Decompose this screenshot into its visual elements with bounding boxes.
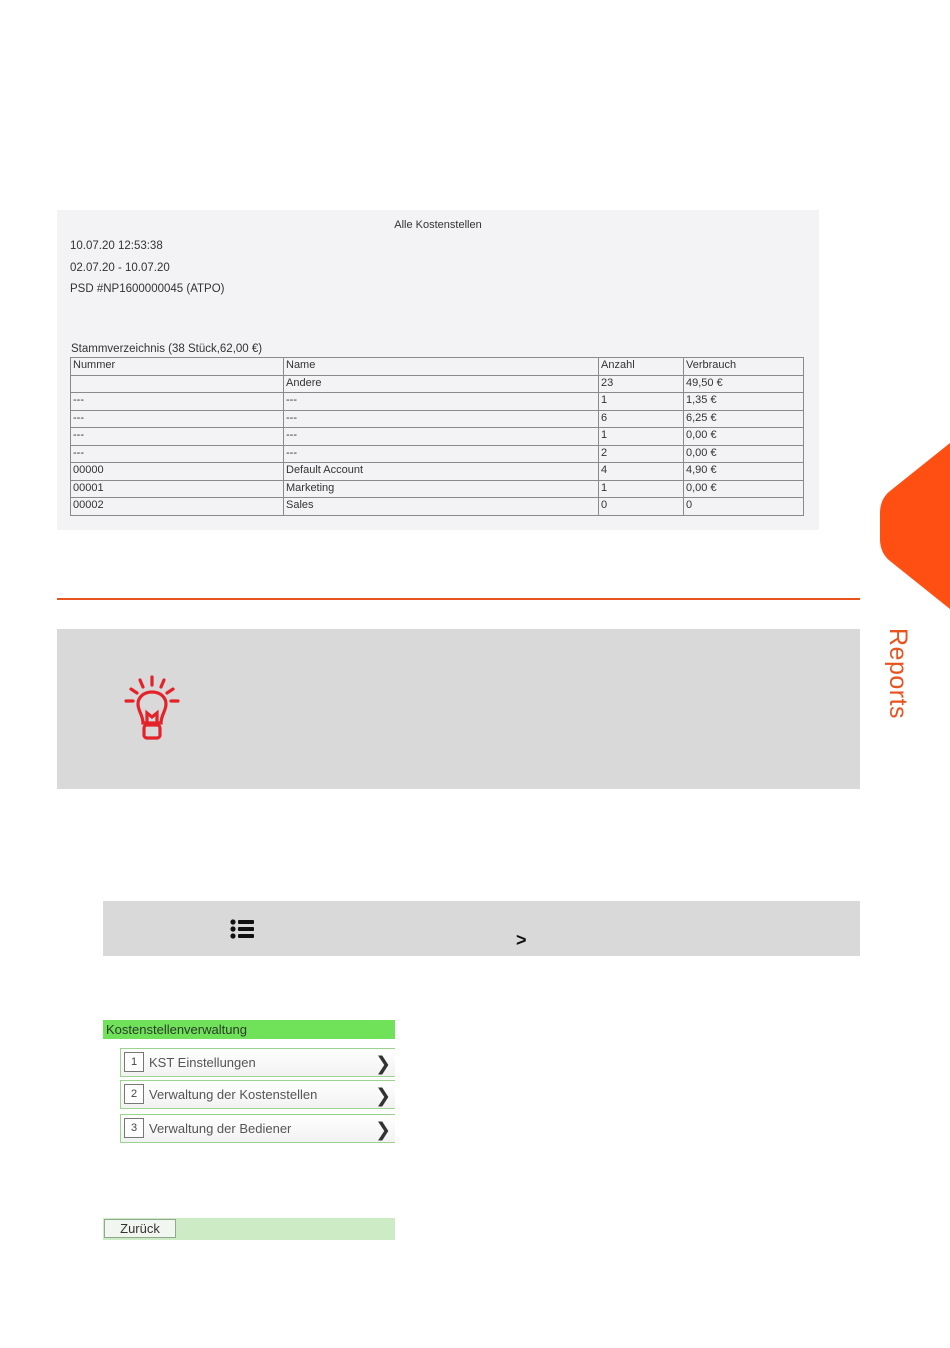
table-cell: --- [284,410,599,428]
table-cell: Andere [284,375,599,393]
table-cell: 1 [599,480,684,498]
chevron-right-icon: ❯ [375,1086,391,1107]
table-cell: 6 [599,410,684,428]
device-screen [103,1020,395,1240]
table-header-row [71,358,804,376]
table-row [71,498,804,516]
lightbulb-icon [121,673,183,745]
menu-item-number: 2 [124,1084,144,1104]
report-psd: PSD #NP1600000045 (ATPO) [70,283,225,295]
menu-item-label: Verwaltung der Bediener [149,1121,292,1136]
path-separator: > [516,930,527,950]
table-cell: 49,50 € [684,375,804,393]
menu-item-verwaltung-bediener[interactable] [120,1114,395,1143]
chevron-right-icon: ❯ [375,1054,391,1075]
table-cell: 4,90 € [684,463,804,481]
column-header: Name [284,358,599,376]
table-cell: Sales [284,498,599,516]
menu-item-number: 3 [124,1118,144,1138]
table-cell: --- [284,393,599,411]
table-cell: 0 [599,498,684,516]
report-timestamp: 10.07.20 12:53:38 [70,240,163,252]
table-cell: --- [284,428,599,446]
table-cell: 00002 [71,498,284,516]
table-row [71,480,804,498]
report-scan [57,210,819,530]
menu-path-bar [103,901,860,956]
table-cell: 23 [599,375,684,393]
table-row [71,445,804,463]
menu-item-number: 1 [124,1052,144,1072]
table-cell: 6,25 € [684,410,804,428]
menu-item-label: Verwaltung der Kostenstellen [149,1087,318,1102]
table-cell: --- [71,445,284,463]
report-subtitle: Stammverzeichnis (38 Stück,62,00 €) [71,343,263,355]
table-cell: Marketing [284,480,599,498]
table-row [71,428,804,446]
table-cell [71,375,284,393]
table-cell: 0,00 € [684,480,804,498]
table-cell: 0 [684,498,804,516]
screen-header: Kostenstellenverwaltung [103,1020,395,1039]
table-row [71,410,804,428]
column-header: Anzahl [599,358,684,376]
side-tab-shape [880,443,950,609]
table-cell: 0,00 € [684,445,804,463]
screen-footer [103,1218,395,1240]
table-cell: 1 [599,393,684,411]
side-tab-label: Reports [884,628,912,720]
table-cell: --- [71,428,284,446]
menu-item-kst-einstellungen[interactable] [120,1048,395,1077]
column-header: Nummer [71,358,284,376]
report-date-range: 02.07.20 - 10.07.20 [70,262,170,274]
table-cell: 0,00 € [684,428,804,446]
table-cell: 00000 [71,463,284,481]
table-cell: Default Account [284,463,599,481]
report-title: Alle Kostenstellen [394,219,482,231]
table-cell: 4 [599,463,684,481]
table-cell: 2 [599,445,684,463]
table-cell: 00001 [71,480,284,498]
table-cell: 1 [599,428,684,446]
list-menu-icon [230,918,254,940]
back-button[interactable]: Zurück [104,1219,176,1238]
menu-item-label: KST Einstellungen [149,1055,256,1070]
menu-item-verwaltung-kostenstellen[interactable] [120,1080,395,1109]
table-cell: --- [284,445,599,463]
table-cell: --- [71,410,284,428]
table-cell: --- [71,393,284,411]
chevron-right-icon: ❯ [375,1120,391,1141]
section-divider [57,598,860,600]
table-cell: 1,35 € [684,393,804,411]
table-row [71,375,804,393]
column-header: Verbrauch [684,358,804,376]
report-table [70,357,804,516]
table-row [71,393,804,411]
table-row [71,463,804,481]
